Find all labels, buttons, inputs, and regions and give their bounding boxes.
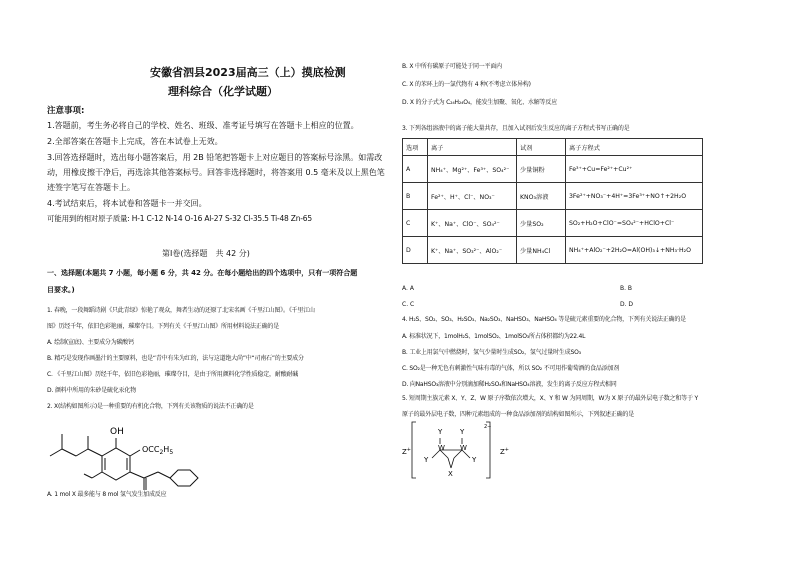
q3-option-c: C. C bbox=[402, 301, 415, 308]
q2-structure bbox=[40, 412, 240, 492]
atom-label: W bbox=[460, 444, 467, 452]
table-cell: 少量NH₄Cl bbox=[517, 237, 566, 264]
table-cell: NH₄⁺、Mg²⁺、Fe³⁺、SO₄²⁻ bbox=[428, 156, 517, 183]
q3-option-d: D. D bbox=[620, 301, 634, 308]
atom-label: Y bbox=[438, 428, 443, 436]
table-cell: SO₂+H₂O+ClO⁻=SO₄²⁻+HClO+Cl⁻ bbox=[566, 210, 703, 237]
table-cell: K⁺、Na⁺、ClO⁻、SO₄²⁻ bbox=[428, 210, 517, 237]
atom-label: Y bbox=[460, 428, 465, 436]
q4-option-a: A. 标准状况下，1molH₂S、1molSO₂、1molSO₃所占体积都约为22.4L bbox=[402, 333, 586, 340]
atomic-masses: 可能用到的相对原子质量: H-1 C-12 N-14 O-16 Al-27 S-32 Cl-35.5 Ti-48 Zn-65 bbox=[47, 214, 312, 223]
table-row bbox=[403, 237, 703, 264]
q1-stem: 图》历经千年，依旧色彩艳丽，璀璨夺目。下列有关《千里江山图》所用材料说法正确的是 bbox=[47, 323, 280, 330]
atom-label: W bbox=[438, 444, 445, 452]
hydroxyl-label: OH bbox=[110, 427, 124, 437]
q1-option-d: D. 颜料中所用的朱砂是硫化汞化物 bbox=[47, 387, 137, 394]
q1-stem: 1. 春晚，一段舞蹈诗剧《只此青绿》惊艳了观众，舞者生动的还原了北宋名画《千里江山图》。《千里江山 bbox=[47, 307, 315, 314]
q2-stem: 2. X(结构如图所示)是一种重要的有机化合物，下列有关该物质的说法不正确的是 bbox=[47, 403, 254, 410]
table-cell: K⁺、Na⁺、SO₃²⁻、AlO₂⁻ bbox=[428, 237, 517, 264]
table-cell: NH₄⁺+AlO₂⁻+2H₂O=Al(OH)₃↓+NH₃·H₂O bbox=[566, 237, 703, 264]
note-line: 动，用橡皮擦干净后，再选涂其他答案标号。回答非选择题时，将答案用 0.5 毫米及以上黑色笔 bbox=[47, 168, 385, 177]
table-cell: Fe²⁺、H⁺、Cl⁻、NO₃⁻ bbox=[428, 183, 517, 210]
q2-option-a: A. 1 mol X 最多能与 8 mol 氢气发生加成反应 bbox=[47, 491, 167, 498]
q1-option-b: B. 精巧是发现作画墨汁的主要原料，也是“青中有朱为红的，法与这道绝大尚”中“司南石”的主要成分 bbox=[47, 355, 304, 362]
ester-label: $OCC_2H_5$ bbox=[142, 445, 174, 456]
q5-stem: 5. 短周期主族元素 X、Y、Z、W 原子序数依次增大，X、Y 和 W 为同周期，W为 X 原子的最外层电子数之和等于 Y bbox=[402, 395, 698, 402]
q4-stem: 4. H₂S、SO₂、SO₃、H₂SO₃、Na₂SO₃、NaHSO₃、NaHSO₄ 等是硫元素重要的化合物，下列有关说法正确的是 bbox=[402, 316, 686, 323]
q5-structure bbox=[400, 420, 520, 480]
section-intro: 一、选择题(本题共 7 小题，每小题 6 分，共 42 分。在每小题给出的四个选项中，只有一项符合题 bbox=[47, 269, 358, 277]
q2-option-d: D. X 的分子式为 C₂₄H₂₄O₄，能发生加聚、氧化、水解等反应 bbox=[402, 99, 558, 106]
table-row bbox=[403, 210, 703, 237]
section-title: 第Ⅰ卷(选择题 共 42 分) bbox=[162, 249, 250, 258]
q3-option-b: B. B bbox=[620, 285, 633, 292]
note-line: 3.回答选择题时，选出每小题答案后，用 2B 铅笔把答题卡上对应题目的答案标号涂黑。如需改 bbox=[47, 153, 383, 162]
q3-stem: 3. 下列各组溶液中的离子能大量共存，且加入试剂后发生反应的离子方程式书写正确的是 bbox=[402, 125, 630, 132]
atom-label: Y bbox=[424, 456, 429, 464]
q1-option-a: A. 绘制(宣底)、主要成分为碳酸钙 bbox=[47, 339, 134, 346]
q4-option-d: D. 向NaHSO₃溶液中分别滴加稀H₂SO₄和NaHSO₄溶液，发生的离子反应方程式相同 bbox=[402, 381, 617, 388]
q1-option-c: C. 《千里江山图》历经千年，依旧色彩艳丽，璀璨夺目，是由于所用颜料化学性质稳定，耐酸耐碱 bbox=[47, 371, 299, 378]
exam-subtitle: 理科综合（化学试题） bbox=[168, 85, 278, 98]
note-line: 2.全部答案在答题卡上完成，答在本试卷上无效。 bbox=[47, 137, 223, 146]
table-cell: 少量SO₂ bbox=[517, 210, 566, 237]
q3-table bbox=[402, 138, 703, 264]
note-line: 1.答题前，考生务必将自己的学校、姓名、班级、准考证号填写在答题卡上相应的位置。 bbox=[47, 121, 359, 130]
q2-option-c: C. X 的苯环上的一氯代物有 4 种(不考虑立体异构) bbox=[402, 81, 531, 88]
q2-option-b: B. X 中所有碳原子可能处于同一平面内 bbox=[402, 63, 502, 70]
table-cell: D bbox=[403, 237, 428, 264]
q4-option-b: B. 工业上用氯气中燃烧时，氢气少量时生成SO₂，氢气过量时生成SO₃ bbox=[402, 349, 581, 356]
q5-stem: 原子的最外层电子数，四种元素组成的一种食品添加剂的结构如图所示，下列叙述正确的是 bbox=[402, 411, 635, 418]
table-header: 离子 bbox=[428, 139, 517, 156]
table-cell: 少量铜粉 bbox=[517, 156, 566, 183]
table-row bbox=[403, 156, 703, 183]
table-header: 试剂 bbox=[517, 139, 566, 156]
section-intro: 目要求。) bbox=[47, 286, 75, 294]
exam-title: 安徽省泗县2023届高三（上）摸底检测 bbox=[150, 66, 346, 79]
charge-label: 2− bbox=[484, 424, 492, 430]
table-header: 选项 bbox=[403, 139, 428, 156]
z-cation-label: Z+ bbox=[500, 447, 509, 456]
q4-option-c: C. SO₂是一种无色有刺激性气味有毒的气体，所以 SO₂ 不可用作葡萄酒的食品添加剂 bbox=[402, 365, 620, 372]
table-header: 离子方程式 bbox=[566, 139, 703, 156]
table-cell: B bbox=[403, 183, 428, 210]
table-header-row bbox=[403, 139, 703, 156]
atom-label: X bbox=[448, 470, 453, 478]
table-row bbox=[403, 183, 703, 210]
table-cell: 3Fe²⁺+NO₃⁻+4H⁺=3Fe³⁺+NO↑+2H₂O bbox=[566, 183, 703, 210]
table-cell: C bbox=[403, 210, 428, 237]
q3-option-a: A. A bbox=[402, 285, 414, 292]
table-cell: A bbox=[403, 156, 428, 183]
note-line: 迹签字笔写在答题卡上。 bbox=[47, 183, 135, 192]
notes-heading: 注意事项: bbox=[47, 106, 85, 116]
atom-label: Y bbox=[472, 456, 477, 464]
table-cell: KNO₃溶液 bbox=[517, 183, 566, 210]
table-cell: Fe³⁺+Cu=Fe²⁺+Cu²⁺ bbox=[566, 156, 703, 183]
note-line: 4.考试结束后，将本试卷和答题卡一并交回。 bbox=[47, 199, 207, 208]
z-cation-label: Z+ bbox=[402, 447, 411, 456]
